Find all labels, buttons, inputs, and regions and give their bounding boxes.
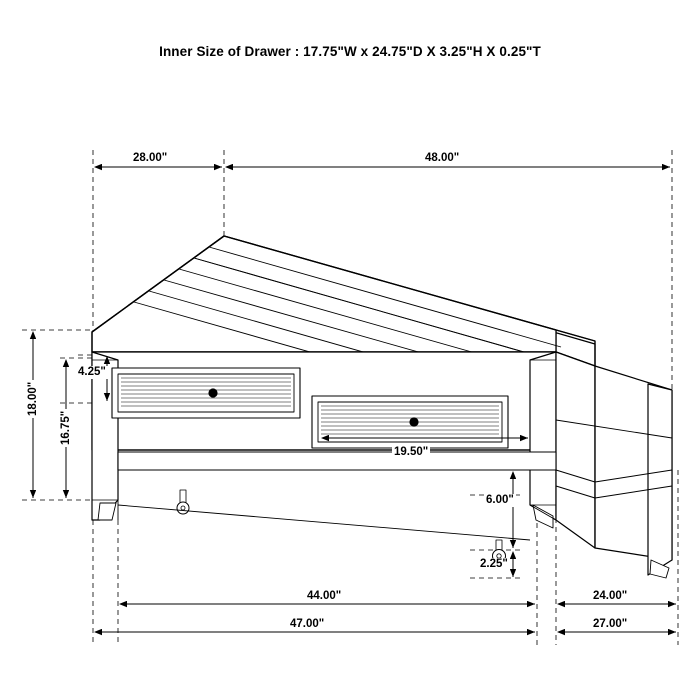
dim-label-drawer-width: 19.50" [394, 446, 429, 458]
dim-label-overall-height: 18.00" [27, 381, 39, 416]
dim-label-height-to-top-underside: 16.75" [60, 410, 72, 445]
dim-label-top-right-span: 48.00" [425, 152, 460, 164]
page-title: Inner Size of Drawer : 17.75"W x 24.75"D X 3.25"H X 0.25"T [159, 44, 541, 59]
dim-label-drawer-face-height: 4.25" [78, 366, 106, 378]
dim-label-bottom-front-width: 44.00" [307, 590, 342, 602]
table-drawing [92, 236, 672, 578]
drawer-left [112, 368, 300, 418]
dim-label-overall-front-width: 47.00" [290, 618, 325, 630]
drawer-right [312, 396, 508, 448]
dim-label-caster-clearance: 2.25" [480, 558, 508, 570]
dim-label-bottom-side-depth: 24.00" [593, 590, 628, 602]
dim-label-top-left-span: 28.00" [133, 152, 168, 164]
dim-label-overall-side-depth: 27.00" [593, 618, 628, 630]
dim-label-shelf-clearance: 6.00" [486, 494, 514, 506]
